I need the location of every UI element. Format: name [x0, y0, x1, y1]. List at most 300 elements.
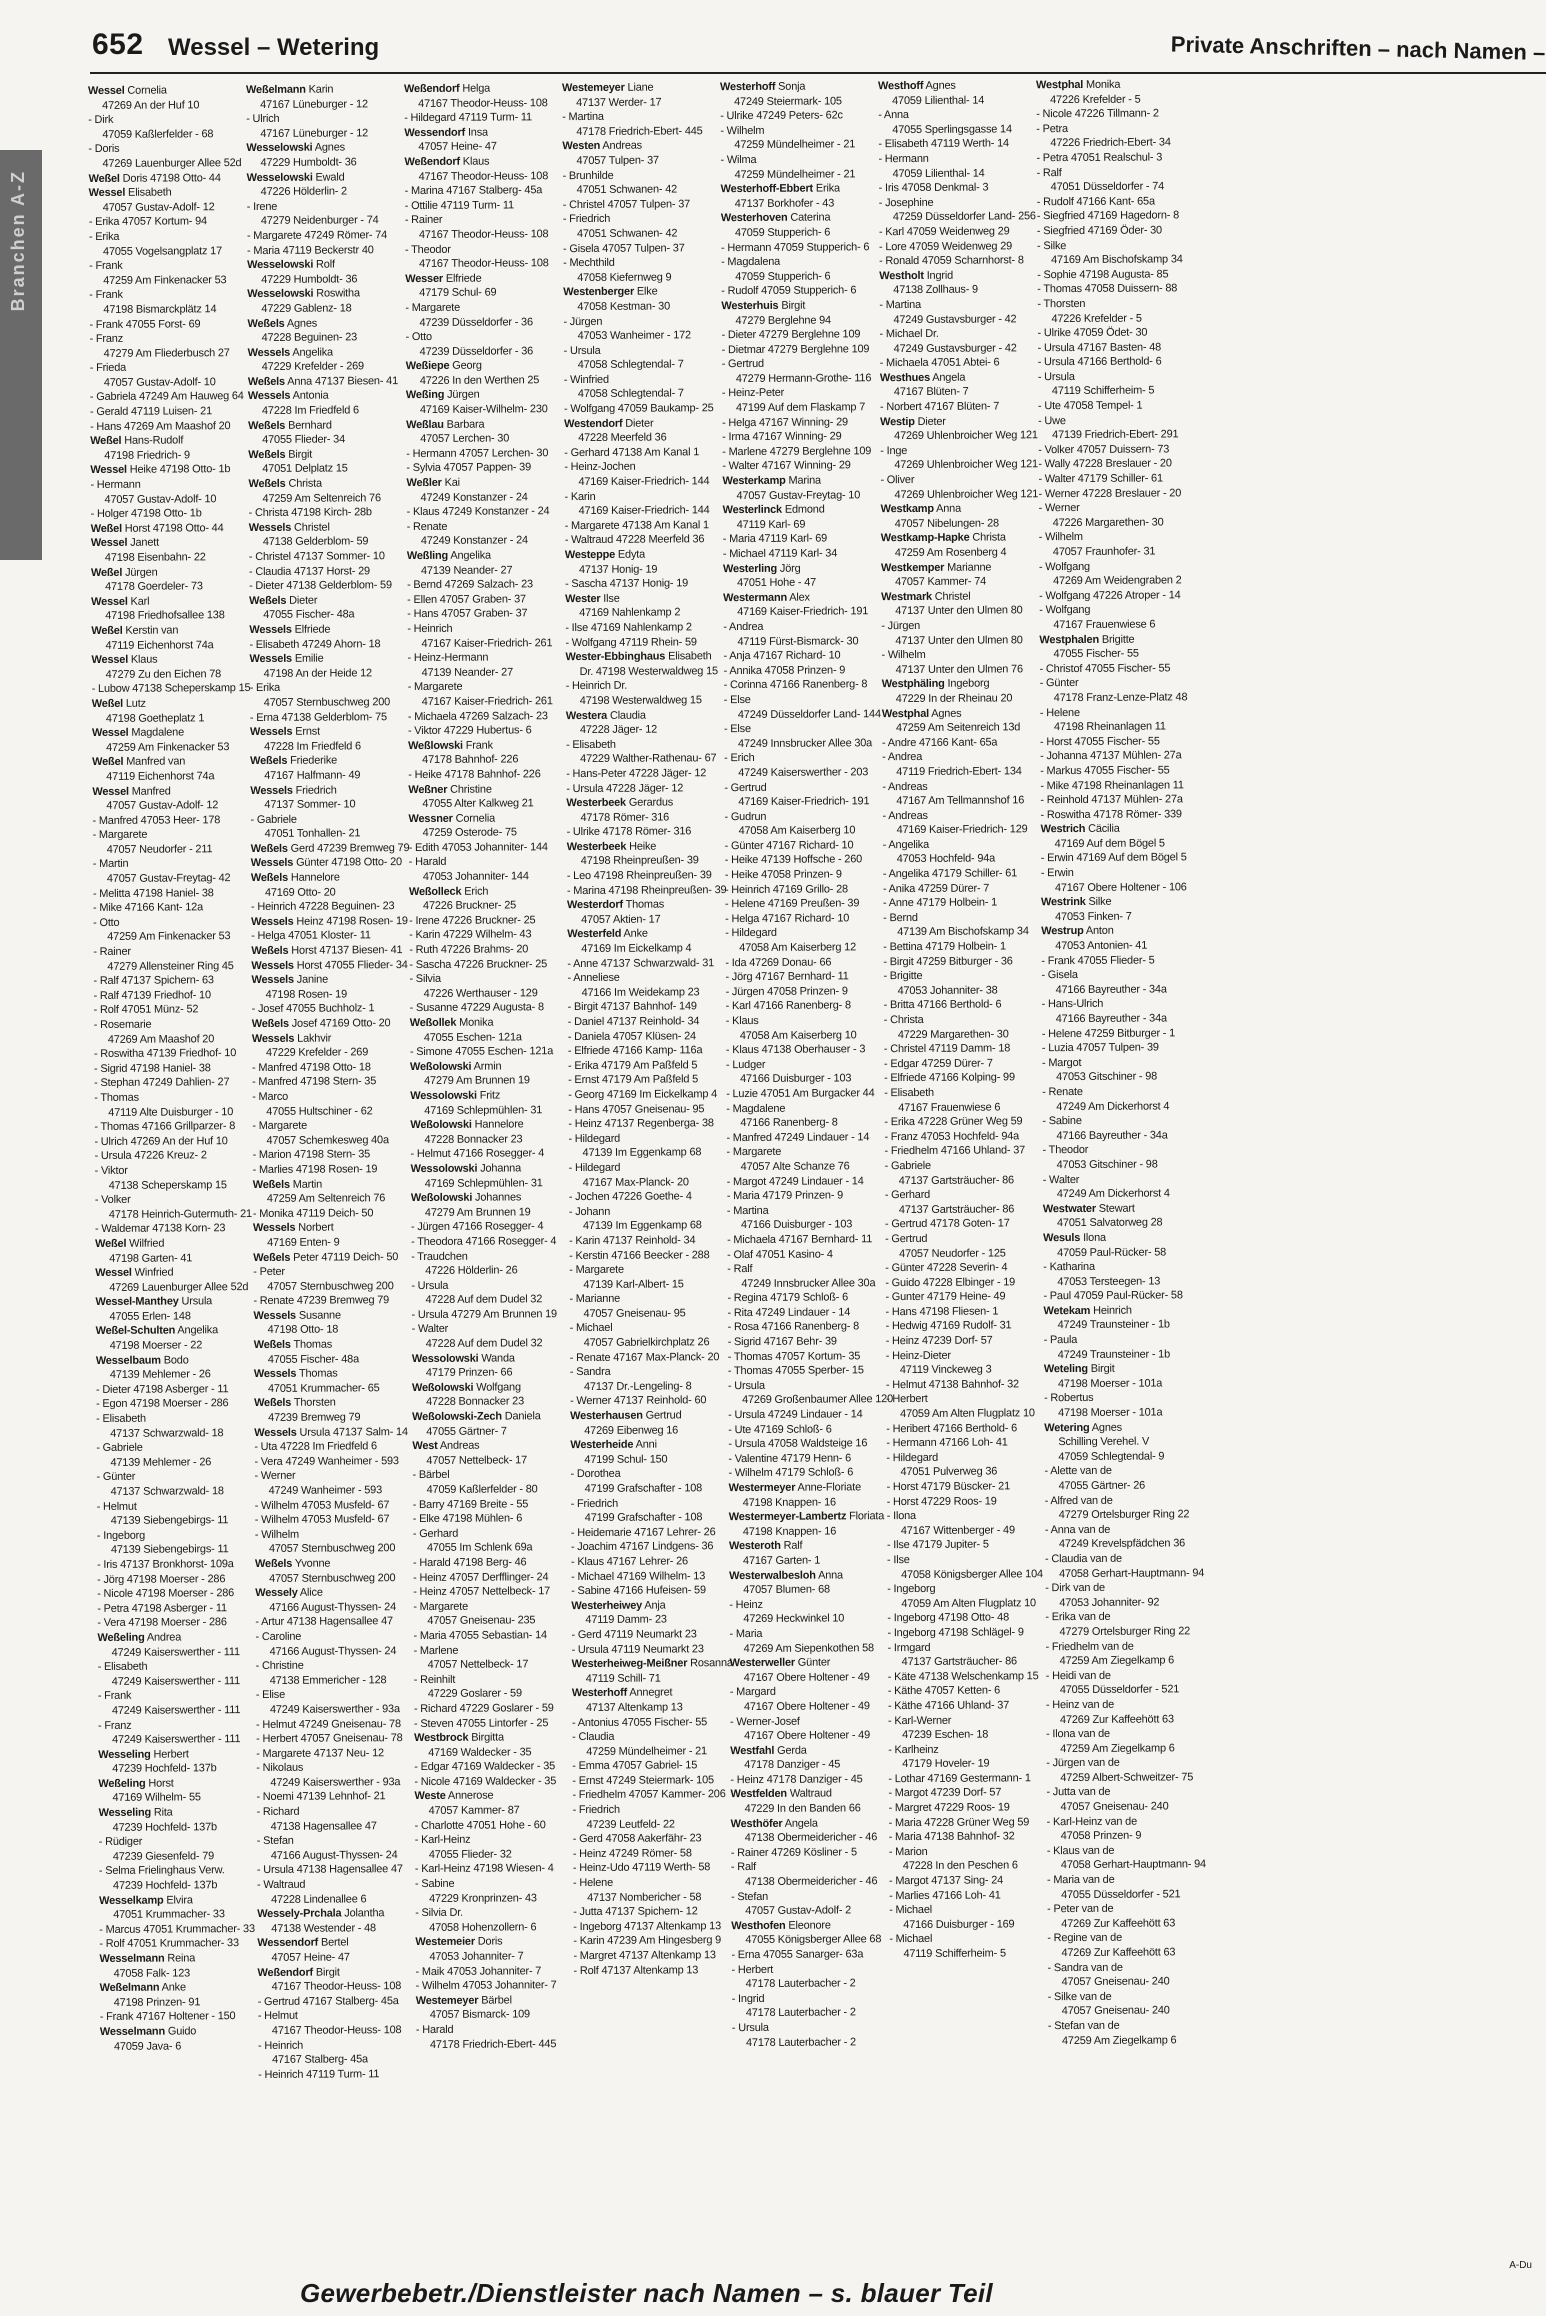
entry-surname: Weßelmann Karin [246, 83, 334, 97]
entry-name: - Frank [97, 1690, 132, 1703]
entry-name: - Elfriede 47166 Kolping- 99 [884, 1071, 1015, 1085]
entry-surname: Weßels Dieter [249, 594, 318, 607]
entry-surname: Weßling Angelika [406, 549, 491, 563]
entry-name: - Walter 47167 Winning- 29 [722, 459, 851, 473]
entry-name: - Anneliese [567, 971, 620, 985]
entry-address: 47139 Am Bischofskamp 34 [897, 925, 1029, 939]
entry-name: - Gerd 47119 Neumarkt 23 [571, 1628, 697, 1642]
entry-surname: Westbrock Birgitta [414, 1731, 504, 1745]
surname-text: Westhues [879, 371, 931, 385]
entry-address: 47166 Bayreuther - 34a [1055, 983, 1167, 996]
entry-name: - Uwe [1038, 414, 1066, 427]
entry-name: - Werner 47228 Breslauer - 20 [1038, 486, 1182, 500]
surname-text: Westwater [1042, 1202, 1096, 1215]
entry-name: - Inge [880, 444, 908, 458]
entry-address: 47055 Königsberger Allee 68 [745, 1933, 882, 1947]
surname-text: Weßeling [97, 1631, 145, 1644]
surname-text: Weßels [248, 477, 286, 491]
surname-text: Westholt [879, 269, 924, 282]
entry-name: - Peter van de [1047, 1902, 1114, 1916]
entry-address: 47169 Kaiser-Friedrich- 129 [896, 823, 1028, 837]
entry-address: 47259 Am Seitenreich 13d [895, 721, 1021, 735]
entry-name: - Simone 47055 Eschen- 121a [409, 1045, 554, 1059]
entry-name: - Sophie 47198 Augusta- 85 [1037, 268, 1169, 281]
entry-name: - Ludger [725, 1058, 766, 1071]
entry-address: 47051 Delplatz 15 [262, 462, 348, 476]
entry-address: 47119 Eichenhorst 74a [105, 638, 214, 652]
entry-name: - Klaus 47138 Oberhauser - 3 [725, 1043, 866, 1057]
entry-address: 47137 Schwarzwald- 18 [110, 1485, 224, 1498]
entry-name: - Monika 47119 Deich- 50 [252, 1206, 374, 1220]
entry-address: 47059 Lilienthal- 14 [892, 167, 985, 180]
surname-text: Weßels [248, 419, 286, 432]
entry-name: - Silvia [409, 973, 441, 986]
surname-text: Wesselkamp [99, 1894, 164, 1907]
entry-name: - Michaela 47167 Bernhard- 11 [727, 1233, 873, 1247]
surname-text: Westphal [1035, 78, 1084, 92]
entry-surname: Weßel Doris 47198 Otto- 44 [88, 171, 221, 185]
entry-name: - Sandra van de [1047, 1961, 1123, 1974]
entry-surname: Wessels Lakhvir [251, 1032, 332, 1045]
entry-name: - Erwin [1040, 867, 1074, 880]
entry-address: 47167 Frauenwiese 6 [1053, 618, 1156, 632]
entry-name: - Helmut [257, 2010, 298, 2023]
entry-surname: Weßel Wilfried [95, 1237, 165, 1250]
entry-address: 47051 Schwanen- 42 [576, 183, 678, 197]
entry-name: - Sylvia 47057 Pappen- 39 [406, 461, 532, 475]
entry-surname: Westerhoff Sonja [719, 80, 806, 94]
entry-address: 47249 Krevelspfädchen 36 [1058, 1537, 1186, 1551]
entry-address: 47053 Johanniter- 7 [429, 1950, 524, 1963]
entry-address: 47167 Kaiser-Friedrich- 261 [421, 636, 553, 650]
entry-name: - Andreas [882, 809, 928, 822]
entry-name: - Ronald 47059 Scharnhorst- 8 [879, 254, 1024, 268]
entry-name: - Andrea [882, 751, 923, 764]
entry-surname: Westphalen Brigitte [1039, 633, 1135, 646]
entry-address: 47139 Siebengebirgs- 11 [110, 1543, 229, 1557]
entry-address: 47198 Prinzen- 91 [113, 1996, 201, 2009]
entry-address: 47057 Fraunhofer- 31 [1052, 545, 1156, 559]
entry-name: - Gisela [1041, 969, 1078, 982]
entry-address: 47057 Gustav-Adolf- 12 [102, 200, 215, 214]
entry-name: - Stephan 47249 Dahlien- 27 [94, 1076, 230, 1090]
surname-text: Weßel-Schulten [95, 1324, 176, 1338]
entry-name: - Brigitte [883, 970, 923, 983]
surname-text: Weßel [90, 522, 122, 535]
entry-address: 47057 Nettelbeck- 17 [427, 1658, 529, 1672]
surname-text: Westfelden [730, 1788, 787, 1801]
surname-text: Westhoff [877, 79, 924, 93]
entry-address: 47259 Am Rosenberg 4 [894, 546, 1007, 560]
header-rule [90, 72, 1546, 74]
entry-name: - Heinrich 47169 Grillo- 28 [724, 883, 848, 896]
entry-name: - Rosemarie [93, 1018, 152, 1031]
entry-name: - Franz [89, 332, 124, 346]
entry-name: - Erika 47057 Kortum- 94 [88, 215, 207, 229]
entry-surname: Wessely Alice [255, 1586, 323, 1600]
entry-name: - Volker [94, 1193, 131, 1207]
surname-text: Westhöfer [730, 1817, 783, 1830]
entry-name: - Ruth 47226 Brahms- 20 [409, 943, 529, 957]
entry-address: 47239 Giesenfeld- 79 [112, 1850, 215, 1863]
entry-name: - Claudia van de [1044, 1552, 1122, 1566]
surname-text: Weßel [88, 172, 120, 185]
corner-marker: A-Du [1509, 2260, 1532, 2271]
entry-name: - Ida 47269 Donau- 66 [725, 956, 832, 969]
entry-name: - Martin [92, 858, 129, 871]
surname-text: Westemeyer [415, 1994, 479, 2007]
entry-address: 47226 Bruckner- 25 [422, 899, 517, 913]
entry-name: - Regine van de [1047, 1932, 1123, 1945]
entry-name: - Margarete 47138 Am Kanal 1 [564, 519, 709, 532]
surname-text: Westerhausen [570, 1409, 643, 1423]
entry-name: - Sigrid 47198 Haniel- 38 [93, 1062, 211, 1075]
entry-address: 47198 Knappen- 16 [742, 1525, 837, 1538]
entry-name: - Maria 47138 Bahnhof- 32 [888, 1830, 1015, 1844]
entry-surname: Wessels Horst 47055 Flieder- 34 [251, 958, 408, 972]
entry-name: - Jürgen [563, 315, 603, 328]
entry-name: - Viktor [94, 1164, 128, 1177]
entry-name: - Georg 47169 Im Eickelkamp 4 [568, 1088, 718, 1102]
surname-text: Weßels [255, 1557, 293, 1570]
entry-address: 47119 Schifferheim- 5 [1051, 384, 1155, 398]
entry-surname: Weßels Agnes [247, 317, 318, 330]
entry-address: 47058 Am Kaiserberg 10 [738, 824, 856, 838]
entry-surname: Weßels Birgit [248, 448, 313, 461]
entry-name: - Gabriele [884, 1159, 931, 1173]
surname-text: Wessels [251, 973, 294, 987]
entry-address: 47138 Gelderblom- 59 [262, 535, 369, 549]
surname-text: Weßendorf [257, 1966, 314, 1979]
entry-address: 47239 Hochfeld- 137b [112, 1879, 218, 1892]
entry-address: 47167 Wittenberger - 49 [900, 1524, 1015, 1537]
entry-name: - Marina 47198 Rheinpreußen- 39 [566, 883, 727, 897]
surname-text: Wessel [90, 464, 127, 477]
entry-name: - Heinz 47249 Römer- 58 [572, 1847, 692, 1860]
entry-surname: Wesselmann Guido [99, 2025, 197, 2038]
entry-address: 47059 Stupperich- 6 [734, 226, 831, 239]
entry-address: 47058 Gerhart-Hauptmann- 94 [1059, 1566, 1205, 1580]
entry-name: - Anna [878, 109, 909, 122]
surname-text: Wessels [251, 915, 294, 928]
surname-text: Weßolowski [410, 1118, 472, 1132]
entry-name: - Gabriele [250, 813, 297, 826]
entry-surname: Westera Claudia [565, 709, 646, 722]
entry-surname: Westerkamp Marina [722, 474, 821, 488]
entry-name: - Rainer [404, 214, 443, 227]
entry-name: - Rainer [93, 945, 131, 959]
entry-address: 47166 Duisburger - 103 [740, 1218, 853, 1232]
entry-address: 47053 Johanniter- 38 [897, 984, 998, 997]
entry-name: - Edgar 47169 Waldecker - 35 [414, 1760, 556, 1774]
surname-text: Westerdorf [566, 898, 623, 912]
entry-address: 47269 Zur Kaffeehött 63 [1061, 1917, 1176, 1930]
surname-text: Wessels [247, 390, 291, 403]
entry-name: - Christa 47198 Kirch- 28b [248, 506, 372, 520]
entry-address: 47279 Berglehne 94 [735, 313, 831, 327]
entry-address: 47269 Eibenweg 16 [584, 1424, 679, 1437]
entry-surname: Wessel-Manthey Ursula [95, 1295, 213, 1309]
surname-text: Westphal [881, 707, 930, 720]
entry-address: 47138 Zollhaus- 9 [893, 283, 978, 297]
entry-name: - Michael 47169 Wilhelm- 13 [571, 1569, 706, 1583]
surname-text: Westphalen [1039, 633, 1099, 646]
entry-address: 47058 Am Kaiserberg 10 [739, 1028, 857, 1042]
entry-name: - Wilhelm 47053 Johanniter- 7 [415, 1979, 557, 1993]
entry-address: 47059 Am Alten Flugplatz 10 [900, 1407, 1035, 1421]
surname-text: Westerkamp [722, 474, 786, 488]
surname-text: Westerlinck [722, 503, 783, 517]
entry-surname: Wesseling Rita [98, 1806, 173, 1820]
surname-text: Weßolleck [408, 885, 462, 898]
entry-address: 47169 Kaiser-Friedrich- 191 [737, 605, 869, 619]
entry-surname: Wester Ilse [565, 592, 620, 605]
surname-text: Westerheide [570, 1438, 634, 1452]
entry-name: - Jürgen 47058 Prinzen- 9 [725, 985, 848, 998]
entry-name: - Peter [253, 1265, 285, 1279]
entry-address: 47119 Schifferheim- 5 [903, 1947, 1006, 1961]
entry-address: 47053 Gitschiner - 98 [1056, 1070, 1158, 1084]
entry-name: - Karl 47166 Ranenberg- 8 [725, 999, 851, 1013]
entry-name: - Andre 47166 Kant- 65a [882, 736, 998, 749]
entry-surname: Wessendorf Insa [404, 126, 488, 139]
entry-surname: Westerweller Günter [729, 1656, 831, 1670]
surname-text: Wessolowski [410, 1162, 478, 1175]
entry-address: 47119 Friedrich-Ebert- 134 [896, 765, 1022, 778]
entry-name: - Anika 47259 Dürer- 7 [882, 882, 990, 895]
entry-surname: Wesseling Herbert [98, 1748, 189, 1761]
entry-name: - Ursula 47119 Neumarkt 23 [571, 1642, 704, 1656]
entry-name: - Maria 47055 Sebastian- 14 [413, 1629, 547, 1642]
entry-address: 47057 Heine- 47 [271, 1951, 350, 1964]
entry-address: 47119 Eichenhorst 74a [106, 770, 215, 783]
entry-name: - Birgit 47137 Bahnhof- 149 [567, 1000, 697, 1014]
entry-address: 47055 Düsseldorfer - 521 [1061, 1887, 1181, 1901]
entry-name: - Uta 47228 Im Friedfeld 6 [254, 1440, 377, 1454]
surname-text: Westerbeek [566, 796, 627, 810]
entry-surname: Weste Annerose [414, 1790, 494, 1803]
entry-address: 47137 Sommer- 10 [264, 798, 356, 812]
entry-name: - Margot 47249 Lindauer - 14 [726, 1174, 864, 1188]
entry-address: 47228 Im Friedfeld 6 [261, 404, 359, 418]
entry-name: - Michael Dr. [879, 327, 939, 341]
entry-surname: Westerlinck Edmond [722, 503, 825, 517]
entry-name: - Alfred van de [1044, 1494, 1113, 1507]
entry-name: - Ursula 47228 Jäger- 12 [566, 781, 684, 795]
entry-name: - Gerald 47119 Luisen- 21 [89, 405, 213, 419]
entry-address: 47057 Sternbuschweg 200 [268, 1542, 396, 1556]
entry-name: - Luzia 47057 Tulpen- 39 [1041, 1041, 1159, 1055]
entry-address: 47269 Am Weidengraben 2 [1053, 574, 1182, 588]
surname-text: Weßing [405, 389, 445, 402]
entry-address: 47057 Gneisenau- 95 [583, 1307, 686, 1320]
surname-text: Westendorf [564, 417, 623, 430]
entry-name: - Friedrich [562, 213, 611, 226]
entry-name: - Horst 47179 Büscker- 21 [886, 1480, 1011, 1494]
entry-name: - Nicole 47169 Waldecker - 35 [414, 1775, 557, 1788]
entry-name: - Caroline [255, 1630, 302, 1643]
entry-name: - Ulrike 47059 Ödet- 30 [1037, 326, 1148, 340]
entry-name: - Gertrud [721, 358, 764, 371]
entry-name: - Erika [249, 682, 281, 695]
entry-surname: Wesselowski Rolf [247, 258, 335, 272]
entry-name: - Käte 47138 Welschenkamp 15 [887, 1669, 1039, 1683]
entry-address: 47166 Bayreuther - 34a [1056, 1129, 1168, 1142]
surname-text: Westerwalbesloh [729, 1569, 816, 1582]
entry-surname: Weßels Peter 47119 Deich- 50 [253, 1250, 399, 1264]
entry-name: - Maria 47179 Prinzen- 9 [726, 1189, 844, 1203]
entry-address: 47057 Gustav-Adolf- 2 [745, 1904, 852, 1918]
entry-address: 47198 Moerser - 101a [1058, 1406, 1163, 1420]
entry-surname: Westhues Angela [879, 371, 966, 385]
surname-text: Wessolowski [410, 1089, 477, 1103]
entry-address: 47057 Lerchen- 30 [420, 432, 510, 446]
entry-address: 47137 Nombericher - 58 [587, 1890, 702, 1904]
entry-address: 47178 Heinrich-Gutermuth- 21 [108, 1207, 252, 1221]
entry-surname: Wessels Heinz 47198 Rosen- 19 [251, 914, 408, 928]
entry-name: - Rudolf 47166 Kant- 65a [1036, 195, 1155, 208]
entry-address: 47226 Margarethen- 30 [1052, 516, 1164, 529]
entry-name: - Sascha 47137 Honig- 19 [565, 577, 689, 591]
entry-name: - Sigrid 47167 Behr- 39 [727, 1335, 837, 1349]
entry-name: - Heinz-Udo 47119 Werth- 58 [572, 1861, 711, 1875]
entry-name: - Egon 47198 Moerser - 286 [96, 1397, 229, 1411]
surname-text: Wessel-Manthey [95, 1295, 179, 1309]
entry-address: 47279 Am Brunnen 19 [424, 1074, 530, 1088]
entry-name: - Frank [89, 289, 123, 302]
entry-name: - Iris 47058 Denkmal- 3 [878, 181, 989, 195]
side-tab-label: Branchen A-Z [8, 170, 28, 312]
entry-surname: Wessels Günter 47198 Otto- 20 [250, 856, 402, 870]
entry-name: - Heike 47178 Bahnhof- 226 [408, 768, 541, 781]
entry-surname: Wessel Elisabeth [88, 186, 172, 200]
entry-name: - Noemi 47139 Lehnhof- 21 [256, 1790, 386, 1804]
entry-name: - Hermann [90, 478, 141, 492]
entry-name: - Rüdiger [98, 1835, 143, 1849]
entry-address: 47051 Hohe - 47 [737, 576, 817, 590]
surname-text: Westenberger [563, 285, 635, 299]
entry-name: - Maria 47119 Karl- 69 [722, 532, 828, 546]
entry-surname: Wessels Angelika [247, 346, 333, 359]
entry-address: 47057 Nettelbeck- 17 [426, 1454, 528, 1467]
entry-address: 47178 Lauterbacher - 2 [745, 1977, 856, 1991]
entry-name: - Theodor [404, 243, 451, 256]
entry-address: 47053 Antonien- 41 [1055, 939, 1148, 953]
entry-address: 47228 Beguinen- 23 [261, 331, 358, 345]
entry-surname: Westemeyer Liane [561, 81, 654, 95]
entry-name: - Maria 47119 Beckerstr 40 [246, 243, 374, 257]
entry-name: - Hedwig 47169 Rudolf- 31 [885, 1319, 1012, 1333]
entry-surname: Wessels Susanne [253, 1309, 341, 1322]
entry-address: 47053 Gitschiner - 98 [1056, 1158, 1158, 1172]
entry-surname: Wessel Karl [91, 595, 150, 608]
entry-address: 47166 Im Weidekamp 23 [581, 986, 700, 999]
entry-address: 47138 Obermeidericher - 46 [744, 1831, 878, 1845]
entry-address: 47169 Kaiser-Friedrich- 144 [578, 475, 710, 489]
entry-name: - Margarete [405, 301, 461, 314]
entry-name: - Hermann 47059 Stupperich- 6 [720, 240, 870, 254]
entry-address: 47167 Kaiser-Friedrich- 261 [421, 695, 553, 708]
entry-name: - Wolfgang 47226 Atroper - 14 [1039, 589, 1181, 602]
entry-name: - Else [723, 723, 751, 736]
entry-name: - Wilhelm [720, 124, 765, 137]
entry-surname: Westerfeld Anke [567, 928, 648, 941]
surname-text: Weßendorf [404, 82, 460, 96]
entry-address: 47055 Düsseldorfer - 521 [1059, 1683, 1180, 1697]
entry-address: 47167 Obere Holtener - 49 [743, 1670, 870, 1684]
entry-surname: Wessolowski Johanna [410, 1162, 522, 1175]
surname-text: Weßelmann [246, 83, 306, 97]
entry-address: 47059 Am Alten Flugplatz 10 [901, 1596, 1036, 1610]
entry-surname: Weßels Friederike [250, 754, 338, 768]
entry-surname: Weßels Josef 47169 Otto- 20 [251, 1017, 391, 1031]
surname-text: Wesselmann [99, 1952, 165, 1965]
entry-name: - Rita 47249 Lindauer - 14 [727, 1306, 851, 1319]
surname-text: Weßel [90, 566, 123, 579]
entry-name: - Wilma [720, 153, 757, 167]
surname-text: Weßels [253, 1251, 291, 1264]
entry-address: 47169 Waldecker - 35 [428, 1746, 532, 1759]
entry-name: - Martina [879, 298, 922, 312]
entry-name: - Helmut 47249 Gneisenau- 78 [255, 1717, 401, 1731]
entry-address: 47166 Ranenberg- 8 [740, 1116, 838, 1130]
entry-name: - Margret 47229 Roos- 19 [888, 1801, 1010, 1815]
entry-address: 47058 Am Kaiserberg 12 [739, 941, 857, 955]
entry-name: - Werner-Josef [729, 1715, 800, 1728]
entry-address: 47053 Wanheimer - 172 [577, 329, 691, 343]
entry-name: - Jürgen van de [1046, 1757, 1120, 1770]
entry-name: - Alette van de [1044, 1465, 1112, 1478]
entry-surname: Weßel Kerstin van [91, 624, 179, 637]
entry-name: - Thomas 47057 Kortum- 35 [727, 1349, 861, 1363]
entry-name: - Helene 47169 Preußen- 39 [724, 897, 860, 911]
entry-name: - Heinz [729, 1598, 763, 1611]
entry-name: - Lothar 47169 Gestermann- 1 [888, 1772, 1031, 1786]
entry-name: - Joachim 47167 Lindgens- 36 [570, 1540, 714, 1554]
entry-name: - Elisabeth 47249 Ahorn- 18 [249, 637, 381, 651]
entry-name: - Otto [93, 916, 120, 929]
entry-name: - Melitta 47198 Haniel- 38 [92, 886, 214, 900]
surname-text: Weßels [248, 448, 286, 461]
entry-name: - Ralf 47139 Friedhof- 10 [93, 989, 211, 1002]
entry-name: - Hans 47057 Gneisenau- 95 [568, 1102, 705, 1116]
entry-surname: Weteling Birgit [1043, 1363, 1115, 1376]
entry-surname: Weßolowski Wolfgang [411, 1381, 521, 1394]
entry-name: - Christel 47119 Damm- 18 [883, 1042, 1011, 1056]
entry-address: 47119 Alte Duisburger - 10 [108, 1105, 234, 1119]
entry-name: - Ernst 47249 Steiermark- 105 [572, 1774, 714, 1787]
entry-name: - Anne 47137 Schwarzwald- 31 [567, 956, 715, 970]
entry-address: 47226 Werthauser - 129 [423, 987, 538, 1000]
entry-name: - Ursula 47138 Hagensallee 47 [256, 1863, 403, 1877]
entry-name: - Irene 47226 Bruckner- 25 [409, 914, 536, 927]
entry-name: - Johanna 47137 Mühlen- 27a [1040, 749, 1182, 763]
entry-surname: Wessel Janett [90, 536, 159, 550]
entry-name: - Helmut 47166 Roseggеr- 4 [410, 1147, 545, 1161]
entry-address: 47199 Schul- 150 [584, 1453, 668, 1466]
entry-address: 47057 Gustav-Freytag- 10 [736, 488, 861, 502]
entry-address: 47198 Rheinpreußen- 39 [580, 854, 699, 868]
entry-address: 47226 Krefelder - 5 [1050, 93, 1141, 106]
entry-name: - Roswitha 47139 Friedhof- 10 [93, 1047, 237, 1061]
entry-address: 47167 Obere Holtener - 49 [744, 1729, 871, 1743]
entry-name: - Otto [405, 330, 432, 344]
entry-address: 47166 August-Thyssen- 24 [269, 1644, 397, 1658]
entry-address: 47228 Auf dem Dudel 32 [425, 1337, 543, 1351]
entry-name: - Waldemar 47138 Korn- 23 [94, 1222, 226, 1236]
entry-surname: Westerhoven Caterina [720, 211, 831, 225]
entry-name: - Friedrich [572, 1803, 620, 1817]
